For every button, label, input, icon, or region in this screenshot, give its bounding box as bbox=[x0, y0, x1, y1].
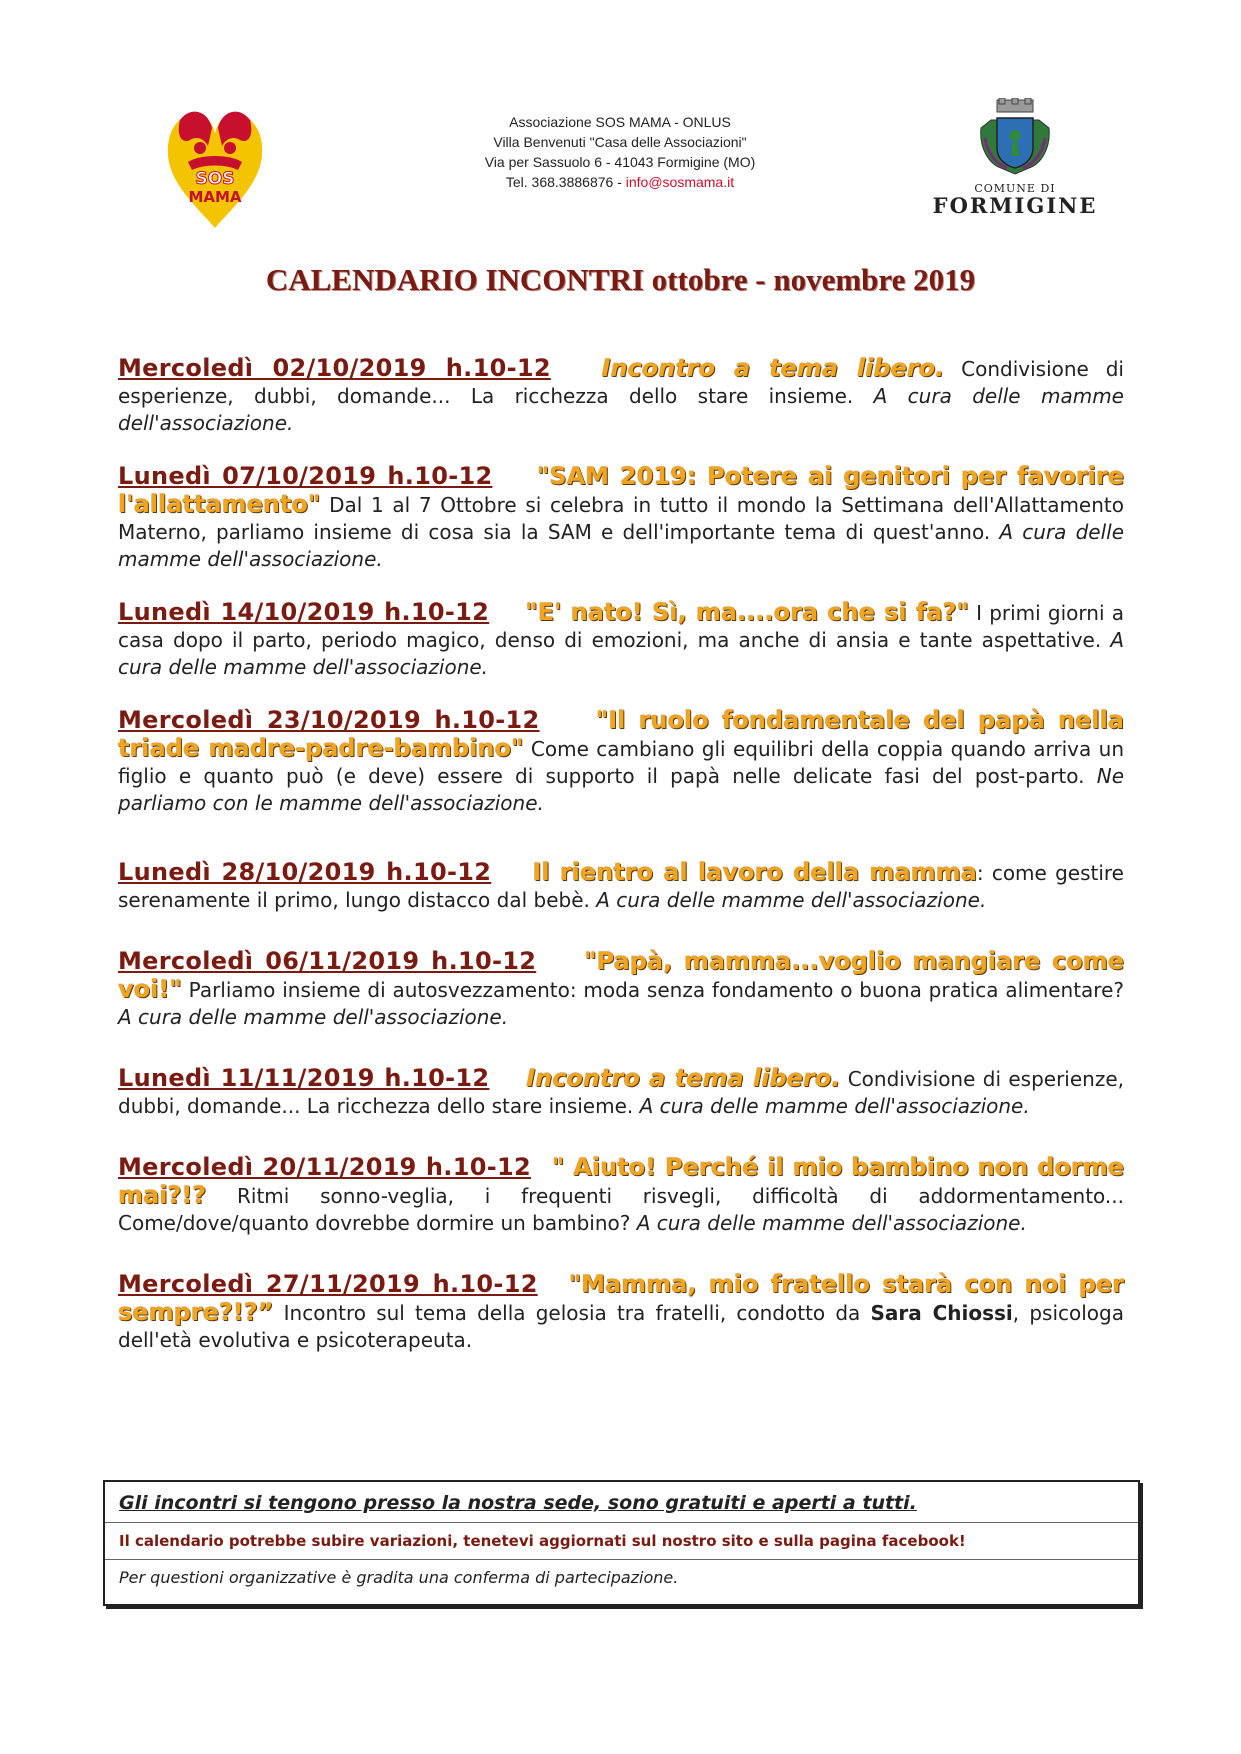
event-item bbox=[118, 859, 1124, 914]
org-venue: Villa Benvenuti "Casa delle Associazioni" bbox=[493, 134, 747, 150]
event-date: Mercoledì 20/11/2019 h.10-12 bbox=[118, 1153, 531, 1181]
notice-line-confirmation: Per questioni organizzative è gradita una conferma di partecipazione. bbox=[119, 1568, 679, 1587]
event-speaker: Sara Chiossi bbox=[870, 1301, 1013, 1325]
event-description: Dal 1 al 7 Ottobre si celebra in tutto il mondo la Settimana dell'Allattamento Materno, parliamo insieme di cosa sia la SAM e dell'importante tema di quest'anno. bbox=[118, 493, 1124, 544]
event-item bbox=[118, 1154, 1124, 1237]
event-credit: A cura delle mamme dell'associazione. bbox=[118, 628, 1124, 679]
event-item bbox=[118, 463, 1124, 573]
event-item bbox=[118, 1271, 1124, 1354]
event-title: "SAM 2019: Potere ai genitori per favorire l'allattamento" bbox=[118, 462, 1125, 518]
event-item bbox=[118, 355, 1124, 437]
event-date: Lunedì 14/10/2019 h.10-12 bbox=[118, 598, 490, 626]
event-credit: A cura delle mamme dell'associazione. bbox=[596, 888, 987, 912]
notice-line-changes: Il calendario potrebbe subire variazioni, tenetevi aggiornati sul nostro sito e sulla pagina facebook! bbox=[105, 1523, 1138, 1560]
event-title: Il rientro al lavoro della mamma bbox=[532, 858, 977, 886]
logo-mama-text: MAMA bbox=[188, 188, 242, 206]
sos-mama-logo bbox=[160, 100, 270, 230]
org-address: Via per Sassuolo 6 - 41043 Formigine (MO) bbox=[484, 154, 756, 170]
event-title: "Mamma, mio fratello starà con noi per sempre?!?” bbox=[118, 1270, 1124, 1326]
event-credit: A cura delle mamme dell'associazione. bbox=[118, 1005, 509, 1029]
event-description: Condivisione di esperienze, dubbi, domande... La ricchezza dello stare insieme. bbox=[118, 1067, 1124, 1118]
notice-box bbox=[103, 1480, 1140, 1606]
event-item bbox=[118, 707, 1124, 817]
event-date: Lunedì 11/11/2019 h.10-12 bbox=[118, 1064, 490, 1092]
event-credit: A cura delle mamme dell'associazione. bbox=[636, 1211, 1027, 1235]
event-description: : come gestire serenamente il primo, lungo distacco dal bebè. bbox=[118, 861, 1124, 912]
event-description: Condivisione di esperienze, dubbi, domande... La ricchezza dello stare insieme. bbox=[118, 357, 1124, 408]
event-description-end: , psicologa dell'età evolutiva e psicoterapeuta. bbox=[118, 1301, 1124, 1352]
event-date: Mercoledì 02/10/2019 h.10-12 bbox=[118, 354, 551, 382]
coat-of-arms-icon bbox=[975, 98, 1055, 176]
event-date: Mercoledì 06/11/2019 h.10-12 bbox=[118, 947, 537, 975]
event-credit: A cura delle mamme dell'associazione. bbox=[118, 520, 1125, 571]
organization-info bbox=[430, 112, 810, 192]
org-name: Associazione SOS MAMA - ONLUS bbox=[509, 114, 731, 130]
event-title: "Il ruolo fondamentale del papà nella triade madre-padre-bambino" bbox=[118, 706, 1124, 762]
event-description: I primi giorni a casa dopo il parto, periodo magico, denso di emozioni, ma anche di ansia e tante aspettative. bbox=[118, 601, 1124, 652]
event-title: Incontro a tema libero. bbox=[601, 354, 945, 382]
event-item bbox=[118, 599, 1124, 681]
event-date: Mercoledì 23/10/2019 h.10-12 bbox=[118, 706, 540, 734]
comune-di-label: COMUNE DI bbox=[974, 182, 1056, 195]
event-description: Ritmi sonno-veglia, i frequenti risvegli, difficoltà di addormentamento... Come/dove/quanto dovrebbe dormire un bambino? bbox=[118, 1184, 1124, 1235]
logo-sos-text: SOS bbox=[195, 169, 235, 189]
event-credit: Ne parliamo con le mamme dell'associazione. bbox=[118, 764, 1124, 815]
event-description: Come cambiano gli equilibri della coppia quando arriva un figlio e quanto può (e deve) essere di supporto il papà nelle delicate fasi del post-parto. bbox=[118, 737, 1124, 788]
event-title: " Aiuto! Perché il mio bambino non dorme mai?!? bbox=[118, 1153, 1124, 1209]
event-date: Lunedì 28/10/2019 h.10-12 bbox=[118, 858, 492, 886]
event-item bbox=[118, 948, 1124, 1031]
event-date: Mercoledì 27/11/2019 h.10-12 bbox=[118, 1270, 538, 1298]
event-title: Incontro a tema libero. bbox=[526, 1064, 841, 1092]
event-date: Lunedì 07/10/2019 h.10-12 bbox=[118, 462, 493, 490]
event-credit: A cura delle mamme dell'associazione. bbox=[639, 1094, 1030, 1118]
org-phone: Tel. 368.3886876 - bbox=[505, 174, 626, 190]
event-credit: A cura delle mamme dell'associazione. bbox=[118, 384, 1124, 435]
event-description: Parliamo insieme di autosvezzamento: moda senza fondamento o buona pratica alimentare? bbox=[181, 978, 1124, 1002]
comune-formigine-logo bbox=[930, 98, 1100, 228]
page-title: CALENDARIO INCONTRI ottobre - novembre 2019 bbox=[265, 262, 976, 297]
event-item bbox=[118, 1065, 1124, 1120]
event-title: "E' nato! Sì, ma....ora che si fa?" bbox=[525, 598, 969, 626]
event-description: Incontro sul tema della gelosia tra fratelli, condotto da bbox=[273, 1301, 871, 1325]
event-title: "Papà, mamma...voglio mangiare come voi!" bbox=[118, 947, 1124, 1003]
notice-line-venue: Gli incontri si tengono presso la nostra sede, sono gratuiti e aperti a tutti. bbox=[105, 1482, 1138, 1523]
org-email-link[interactable]: info@sosmama.it bbox=[625, 174, 735, 190]
comune-name: FORMIGINE bbox=[932, 193, 1098, 218]
org-contact bbox=[430, 172, 810, 192]
events-list bbox=[118, 355, 1124, 1354]
